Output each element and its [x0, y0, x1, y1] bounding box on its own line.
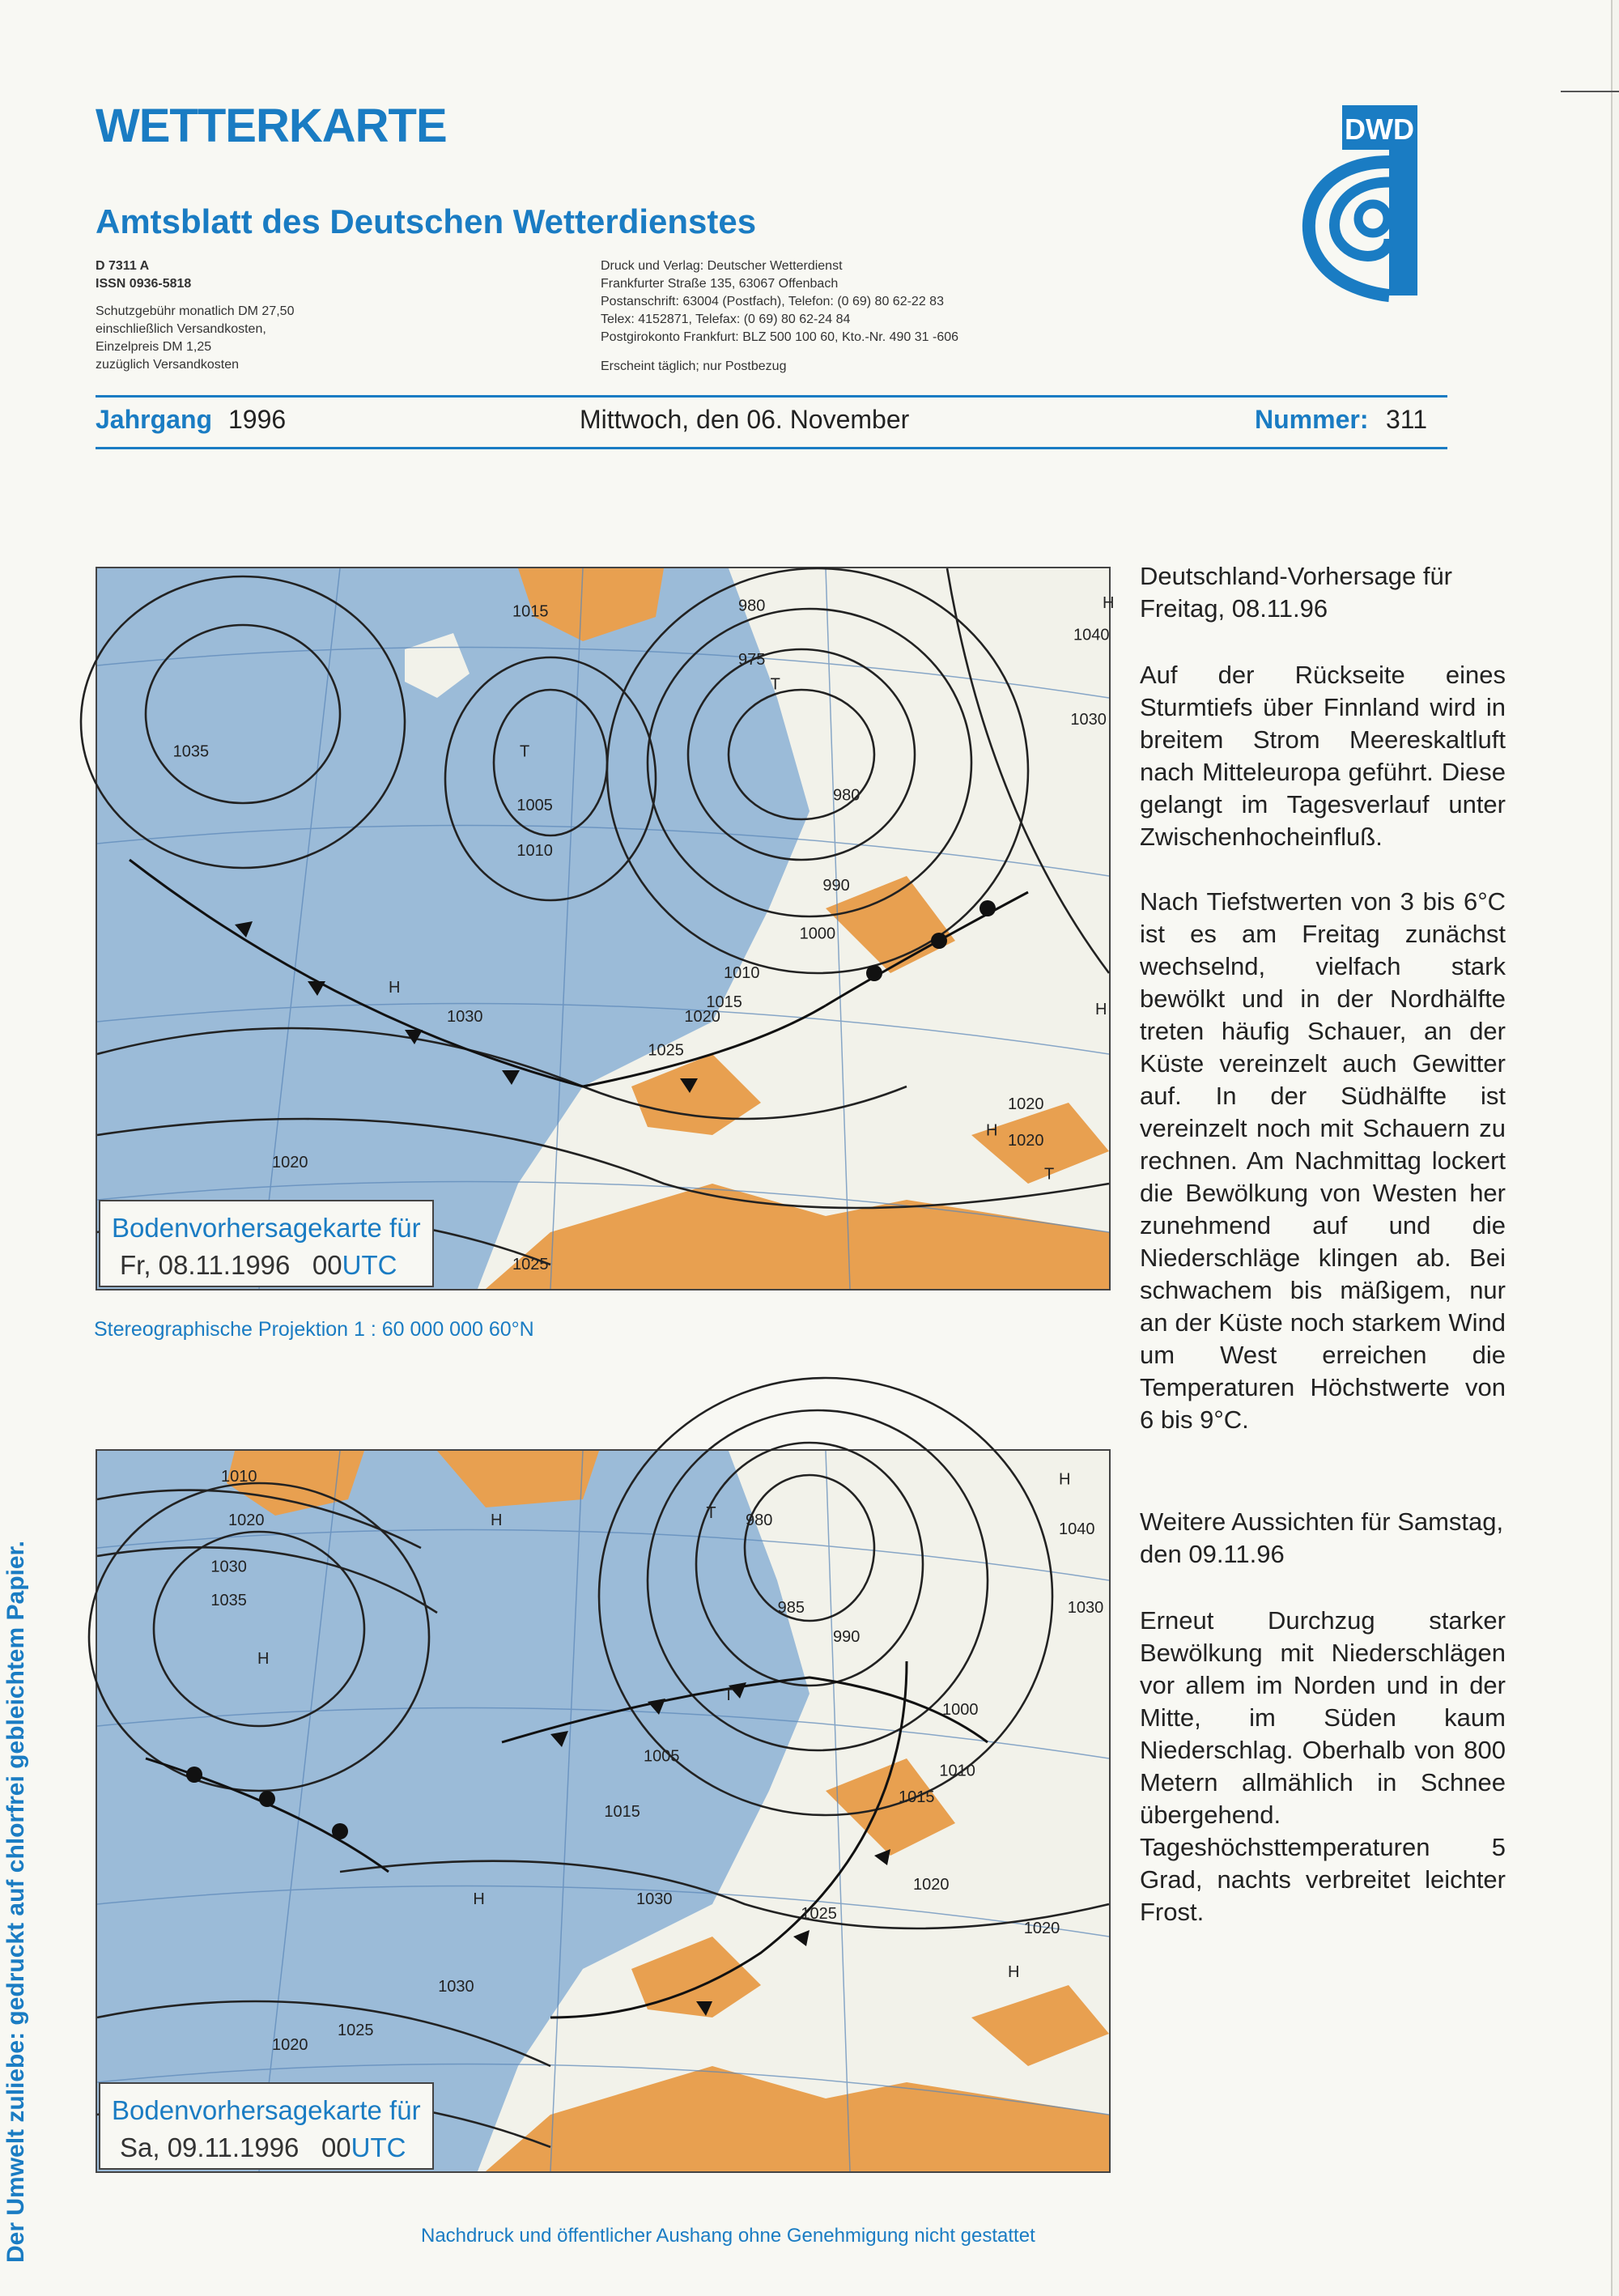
isobar-label: 1025	[648, 1041, 684, 1060]
forecast-paragraph	[1140, 659, 1506, 853]
meta-line: Telex: 4152871, Telefax: (0 69) 80 62-24 84	[601, 313, 851, 326]
year-value: 1996	[228, 405, 287, 434]
caption-time-value: 00	[321, 2132, 351, 2162]
map-caption-title: Bodenvorhersagekarte für	[112, 2095, 421, 2125]
isobar-label: H	[389, 979, 401, 997]
isobar-label: 1025	[512, 1256, 549, 1273]
isobar-label: 1000	[942, 1701, 979, 1719]
isobar-label: H	[473, 1890, 485, 1908]
caption-time-value: 00	[312, 1250, 342, 1280]
meta-line: Schutzgebühr monatlich DM 27,50	[96, 304, 295, 318]
isobar-label: T	[1044, 1165, 1055, 1184]
caption-date-value: Fr, 08.11.1996	[120, 1250, 291, 1280]
isobar-label: 1035	[172, 742, 210, 761]
page-edge	[1611, 0, 1613, 2296]
isobar-label: 1025	[801, 1905, 837, 1923]
publication-meta-right	[601, 257, 958, 376]
forecast-paragraph	[1140, 886, 1506, 1436]
meta-line: Erscheint täglich; nur Postbezug	[601, 359, 787, 373]
copyright-footer: Nachdruck und öffentlicher Aushang ohne Genehmigung nicht gestattet	[421, 2225, 1035, 2247]
isobar-label: 1015	[604, 1803, 640, 1821]
caption-utc: UTC	[342, 1250, 397, 1280]
isobar-label: 1020	[1008, 1132, 1044, 1150]
issue-date: Mittwoch, den 06. November	[580, 405, 910, 434]
caption-date-value: Sa, 09.11.1996	[120, 2132, 300, 2162]
forecast-map-saturday	[96, 1449, 1111, 2173]
edge-mark	[1561, 91, 1619, 92]
map-caption-friday	[99, 1200, 434, 1287]
isobar-label: 980	[833, 786, 860, 805]
paragraph-text: Erneut Durchzug starker Bewölkung mit Niederschlägen vor allem im Norden und in der Mitte, im Süden kaum Niederschlag. Oberhalb von 800 Metern allmählich in Schnee übergehend. Tageshöchsttemperaturen 5 Grad, nachts verbreitet leichter Frost.	[1140, 1606, 1506, 1926]
isobar-label: H	[1008, 1963, 1020, 1981]
newspaper-title: WETTERKARTE	[96, 100, 447, 152]
meta-line: ISSN 0936-5818	[96, 277, 192, 291]
forecast-map-friday	[96, 567, 1115, 1290]
isobar-label: 1030	[636, 1890, 673, 1908]
isobar-label: 1020	[1023, 1920, 1060, 1937]
isobar-label: 980	[738, 597, 766, 615]
outlook-heading-saturday: Weitere Aussichten für Samstag, den 09.11.96	[1140, 1507, 1504, 1568]
isobar-label: 1030	[447, 1008, 483, 1026]
map-caption-saturday	[99, 2082, 434, 2170]
isobar-label: 1010	[939, 1762, 975, 1780]
meta-line: Druck und Verlag: Deutscher Wetterdienst	[601, 259, 843, 273]
isobar-label: 1040	[1059, 1520, 1095, 1538]
isobar-label: H	[986, 1121, 998, 1140]
isobar-label: 1000	[799, 925, 836, 943]
isobar-label: 1005	[644, 1747, 680, 1766]
isobar-label: H	[1095, 1001, 1107, 1018]
isobar-label: 1025	[338, 2022, 374, 2039]
meta-line: zuzüglich Versandkosten	[96, 358, 239, 372]
forecast-heading-friday: Deutschland-Vorhersage für Freitag, 08.11.96	[1140, 562, 1453, 623]
paragraph-text: Nach Tiefstwerten von 3 bis 6°C ist es am Freitag zunächst wechselnd, vielfach stark bewölkt und in der Nordhälfte treten häufig Schauer, an der Küste vereinzelt auch Gewitter auf. In der Südhälfte ist vereinzelt noch mit Schauern zu rechnen. Am Nachmittag lockert die Bewölkung von Westen her zunehmend auf und die Niederschläge klingen ab. Bei schwachem bis mäßigem, nur an der Küste noch starkem Wind um West erreichen die Temperaturen Höchstwerte von 6 bis 9°C.	[1140, 887, 1506, 1434]
weather-map-2	[97, 1451, 1109, 2171]
isobar-label: 1020	[228, 1512, 265, 1529]
isobar-label: 1030	[1070, 710, 1107, 729]
isobar-label: H	[491, 1512, 503, 1529]
meta-line: Frankfurter Straße 135, 63067 Offenbach	[601, 277, 839, 291]
isobar-label: 1010	[724, 964, 760, 982]
isobar-label: 1030	[210, 1558, 247, 1576]
isobar-label: 990	[822, 877, 850, 895]
isobar-label: T	[520, 742, 530, 761]
header-rule-bottom	[96, 447, 1447, 449]
isobar-label: 975	[738, 651, 766, 669]
isobar-label: T	[770, 675, 780, 694]
meta-line: Einzelpreis DM 1,25	[96, 340, 212, 354]
isobar-label: 985	[777, 1599, 805, 1617]
year-label: Jahrgang	[96, 405, 213, 434]
isobar-label: 1010	[221, 1468, 257, 1486]
isobar-label: 1020	[272, 1154, 308, 1171]
isobar-label: 980	[746, 1512, 773, 1529]
isobar-label: H	[1103, 593, 1115, 612]
isobar-label: 1020	[913, 1876, 950, 1894]
meta-line: Postanschrift: 63004 (Postfach), Telefon: (0 69) 80 62-22 83	[601, 295, 944, 308]
header-rule-top	[96, 395, 1447, 398]
map-caption-date	[120, 1250, 397, 1281]
isobar-label: 1015	[706, 993, 742, 1011]
caption-utc: UTC	[351, 2132, 406, 2162]
isobar-label: 1030	[438, 1978, 474, 1996]
map-caption-date	[120, 2132, 406, 2163]
paper-note-vertical: Der Umwelt zuliebe: gedruckt auf chlorfrei gebleichtem Papier.	[2, 1541, 29, 2263]
isobar-label: T	[706, 1504, 716, 1522]
isobar-label: 1015	[512, 602, 549, 621]
outlook-paragraph	[1140, 1605, 1506, 1928]
meta-line: einschließlich Versandkosten,	[96, 322, 266, 336]
isobar-label: H	[257, 1650, 270, 1668]
projection-note: Stereographische Projektion 1 : 60 000 000 60°N	[94, 1318, 534, 1341]
isobar-label: 990	[833, 1628, 860, 1646]
isobar-label: T	[724, 1686, 734, 1704]
isobar-label: H	[1059, 1470, 1071, 1489]
weather-map-1	[97, 568, 1115, 1289]
isobar-label: 1020	[684, 1008, 720, 1026]
paragraph-text: Auf der Rückseite eines Sturmtiefs über Finnland wird in breitem Strom Meereskaltluft nach Mitteleuropa geführt. Diese gelangt im Tagesverlauf unter Zwischenhocheinfluß.	[1140, 661, 1506, 851]
issue-number: 311	[1386, 405, 1428, 434]
isobar-label: 1005	[516, 797, 553, 814]
isobar-label: 1040	[1073, 626, 1110, 644]
newspaper-subtitle: Amtsblatt des Deutschen Wetterdienstes	[96, 202, 757, 240]
isobar-label: 1015	[899, 1788, 935, 1806]
map-caption-title: Bodenvorhersagekarte für	[112, 1213, 421, 1243]
isobar-label: 1010	[516, 841, 553, 860]
meta-line: Postgirokonto Frankfurt: BLZ 500 100 60, Kto.-Nr. 490 31 -606	[601, 330, 959, 344]
isobar-label: 1020	[1008, 1095, 1044, 1113]
isobar-label: 1030	[1067, 1599, 1104, 1617]
issue-number-label: Nummer:	[1255, 405, 1369, 434]
isobar-label: 1020	[272, 2036, 308, 2054]
meta-line: D 7311 A	[96, 259, 150, 273]
isobar-label: 1035	[210, 1592, 247, 1609]
logo-text: DWD	[1345, 113, 1414, 146]
dwd-logo	[1292, 105, 1417, 308]
publication-meta-left	[96, 257, 294, 374]
